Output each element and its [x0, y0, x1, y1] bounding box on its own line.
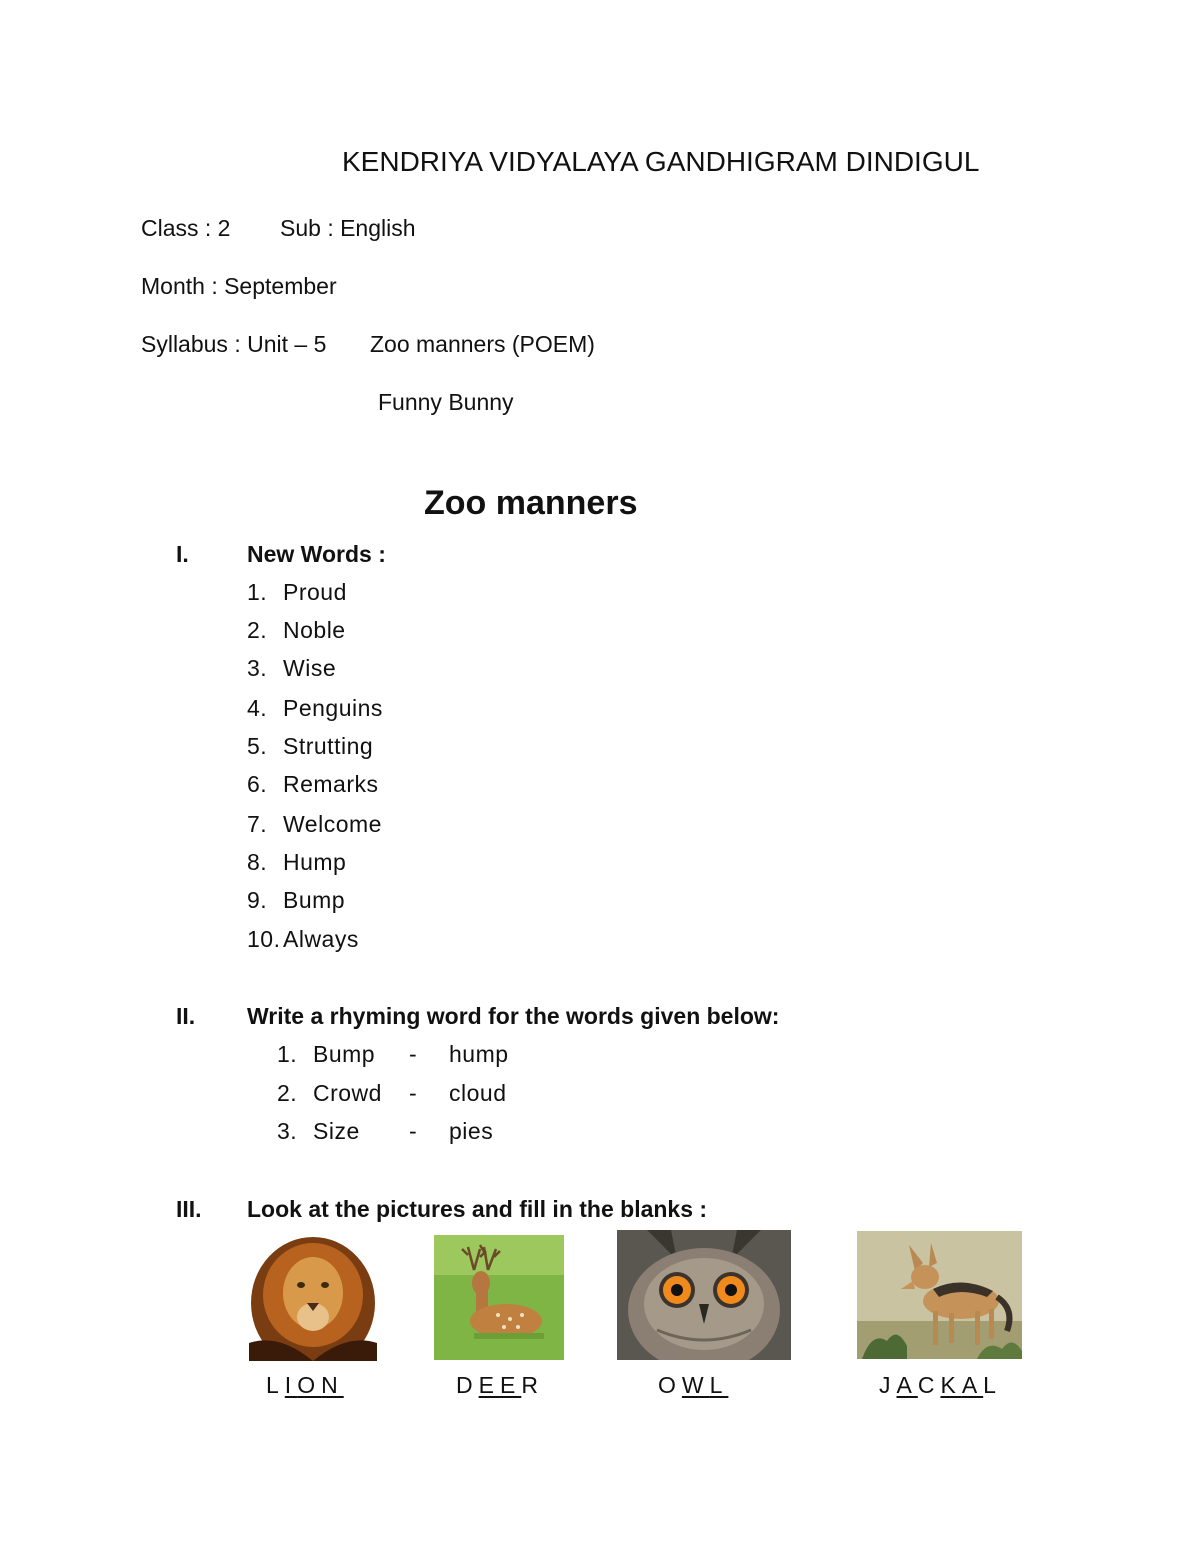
section-1-numeral: I. — [176, 541, 189, 567]
list-item: 1. Proud — [247, 579, 347, 605]
list-item: 4. Penguins — [247, 695, 383, 721]
list-item: 3. Wise — [247, 655, 337, 681]
syllabus-item-zoo-manners: Zoo manners (POEM) — [370, 331, 595, 357]
school-name: KENDRIYA VIDYALAYA GANDHIGRAM DINDIGUL — [342, 146, 980, 177]
deer-image — [434, 1235, 564, 1360]
owl-image — [617, 1230, 791, 1360]
class-label: Class : 2 — [141, 215, 231, 241]
list-item: 2. Noble — [247, 617, 346, 643]
section-2-heading: Write a rhyming word for the words given below: — [247, 1003, 780, 1029]
section-3-heading: Look at the pictures and fill in the blanks : — [247, 1196, 708, 1222]
answer-deer: DEER — [456, 1372, 544, 1398]
syllabus-item-funny-bunny: Funny Bunny — [378, 389, 514, 415]
subject-label: Sub : English — [280, 215, 416, 241]
page-title: Zoo manners — [424, 484, 638, 522]
list-item: 7. Welcome — [247, 811, 382, 837]
lion-image — [249, 1233, 377, 1361]
section-2-numeral: II. — [176, 1003, 196, 1029]
answer-owl: OWL — [658, 1372, 729, 1398]
list-item: 9. Bump — [247, 887, 346, 913]
list-item: 5. Strutting — [247, 733, 374, 759]
list-item: 2. Crowd - cloud — [277, 1080, 507, 1106]
jackal-image — [857, 1231, 1022, 1359]
list-item: 3. Size - pies — [277, 1118, 494, 1144]
section-3-numeral: III. — [176, 1196, 202, 1222]
answer-lion: LION — [266, 1372, 344, 1398]
list-item: 8. Hump — [247, 849, 347, 875]
section-1-heading: New Words : — [247, 541, 386, 567]
list-item: 6. Remarks — [247, 771, 379, 797]
list-item: 1. Bump - hump — [277, 1041, 509, 1067]
answer-jackal: JACKAL — [879, 1372, 1002, 1398]
syllabus-label: Syllabus : Unit – 5 — [141, 331, 327, 357]
month-label: Month : September — [141, 273, 337, 299]
list-item: 10. Always — [247, 926, 359, 952]
